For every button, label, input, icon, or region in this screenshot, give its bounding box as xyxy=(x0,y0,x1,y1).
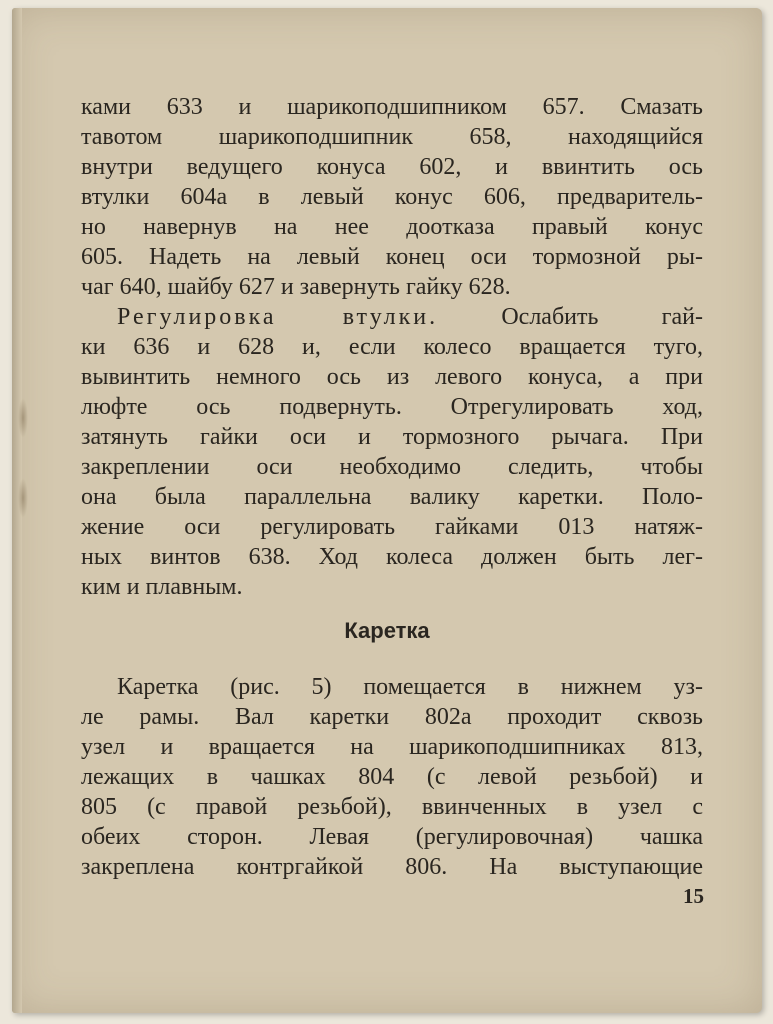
text-block-top xyxy=(81,92,703,602)
text-block-bottom xyxy=(81,672,703,882)
paragraph-line: 605. Надеть на левый конец оси тормозной ры- xyxy=(81,244,703,270)
paragraph-line: ками 633 и шарикоподшипником 657. Смазать xyxy=(81,94,703,120)
paragraph-line: ле рамы. Вал каретки 802а проходит сквозь xyxy=(81,704,703,730)
paragraph-line: она была параллельна валику каретки. Поло- xyxy=(81,484,703,510)
binding-stain xyxy=(18,398,28,438)
paragraph-line: но навернув на нее доотказа правый конус xyxy=(81,214,703,240)
paragraph-line: ных винтов 638. Ход колеса должен быть лег- xyxy=(81,544,703,570)
paragraph-line: чаг 640, шайбу 627 и завернуть гайку 628. xyxy=(81,274,511,300)
paragraph-line: люфте ось подвернуть. Отрегулировать ход, xyxy=(81,394,703,420)
binding-stain xyxy=(18,478,28,518)
page-number: 15 xyxy=(683,884,704,908)
paragraph-line: тавотом шарикоподшипник 658, находящийся xyxy=(81,124,703,150)
paragraph-line: закреплена контргайкой 806. На выступающие xyxy=(81,854,703,880)
inline-spaced-heading: Регулировка втулки. xyxy=(117,304,439,330)
paragraph-line: ким и плавным. xyxy=(81,574,243,600)
paragraph-line: затянуть гайки оси и тормозного рычага. При xyxy=(81,424,703,450)
paragraph-line: обеих сторон. Левая (регулировочная) чашка xyxy=(81,824,703,850)
book-page xyxy=(12,8,762,1013)
paragraph-line: закреплении оси необходимо следить, чтобы xyxy=(81,454,703,480)
paragraph-line: вывинтить немного ось из левого конуса, а при xyxy=(81,364,703,390)
paragraph-line: втулки 604а в левый конус 606, предваритель- xyxy=(81,184,703,210)
paragraph-line: узел и вращается на шарикоподшипниках 813, xyxy=(81,734,703,760)
paragraph-line: лежащих в чашках 804 (с левой резьбой) и xyxy=(81,764,703,790)
paragraph-first-line xyxy=(81,302,703,332)
paragraph-line: Каретка (рис. 5) помещается в нижнем уз- xyxy=(117,674,703,700)
section-heading: Каретка xyxy=(344,618,430,643)
paragraph-line: жение оси регулировать гайками 013 натяж- xyxy=(81,514,703,540)
paragraph-line: ки 636 и 628 и, если колесо вращается туго, xyxy=(81,334,703,360)
paragraph-line: 805 (с правой резьбой), ввинченных в узел с xyxy=(81,794,703,820)
paragraph-line: внутри ведущего конуса 602, и ввинтить ось xyxy=(81,154,703,180)
paragraph-line-rest: Ослабить гай- xyxy=(501,304,703,330)
